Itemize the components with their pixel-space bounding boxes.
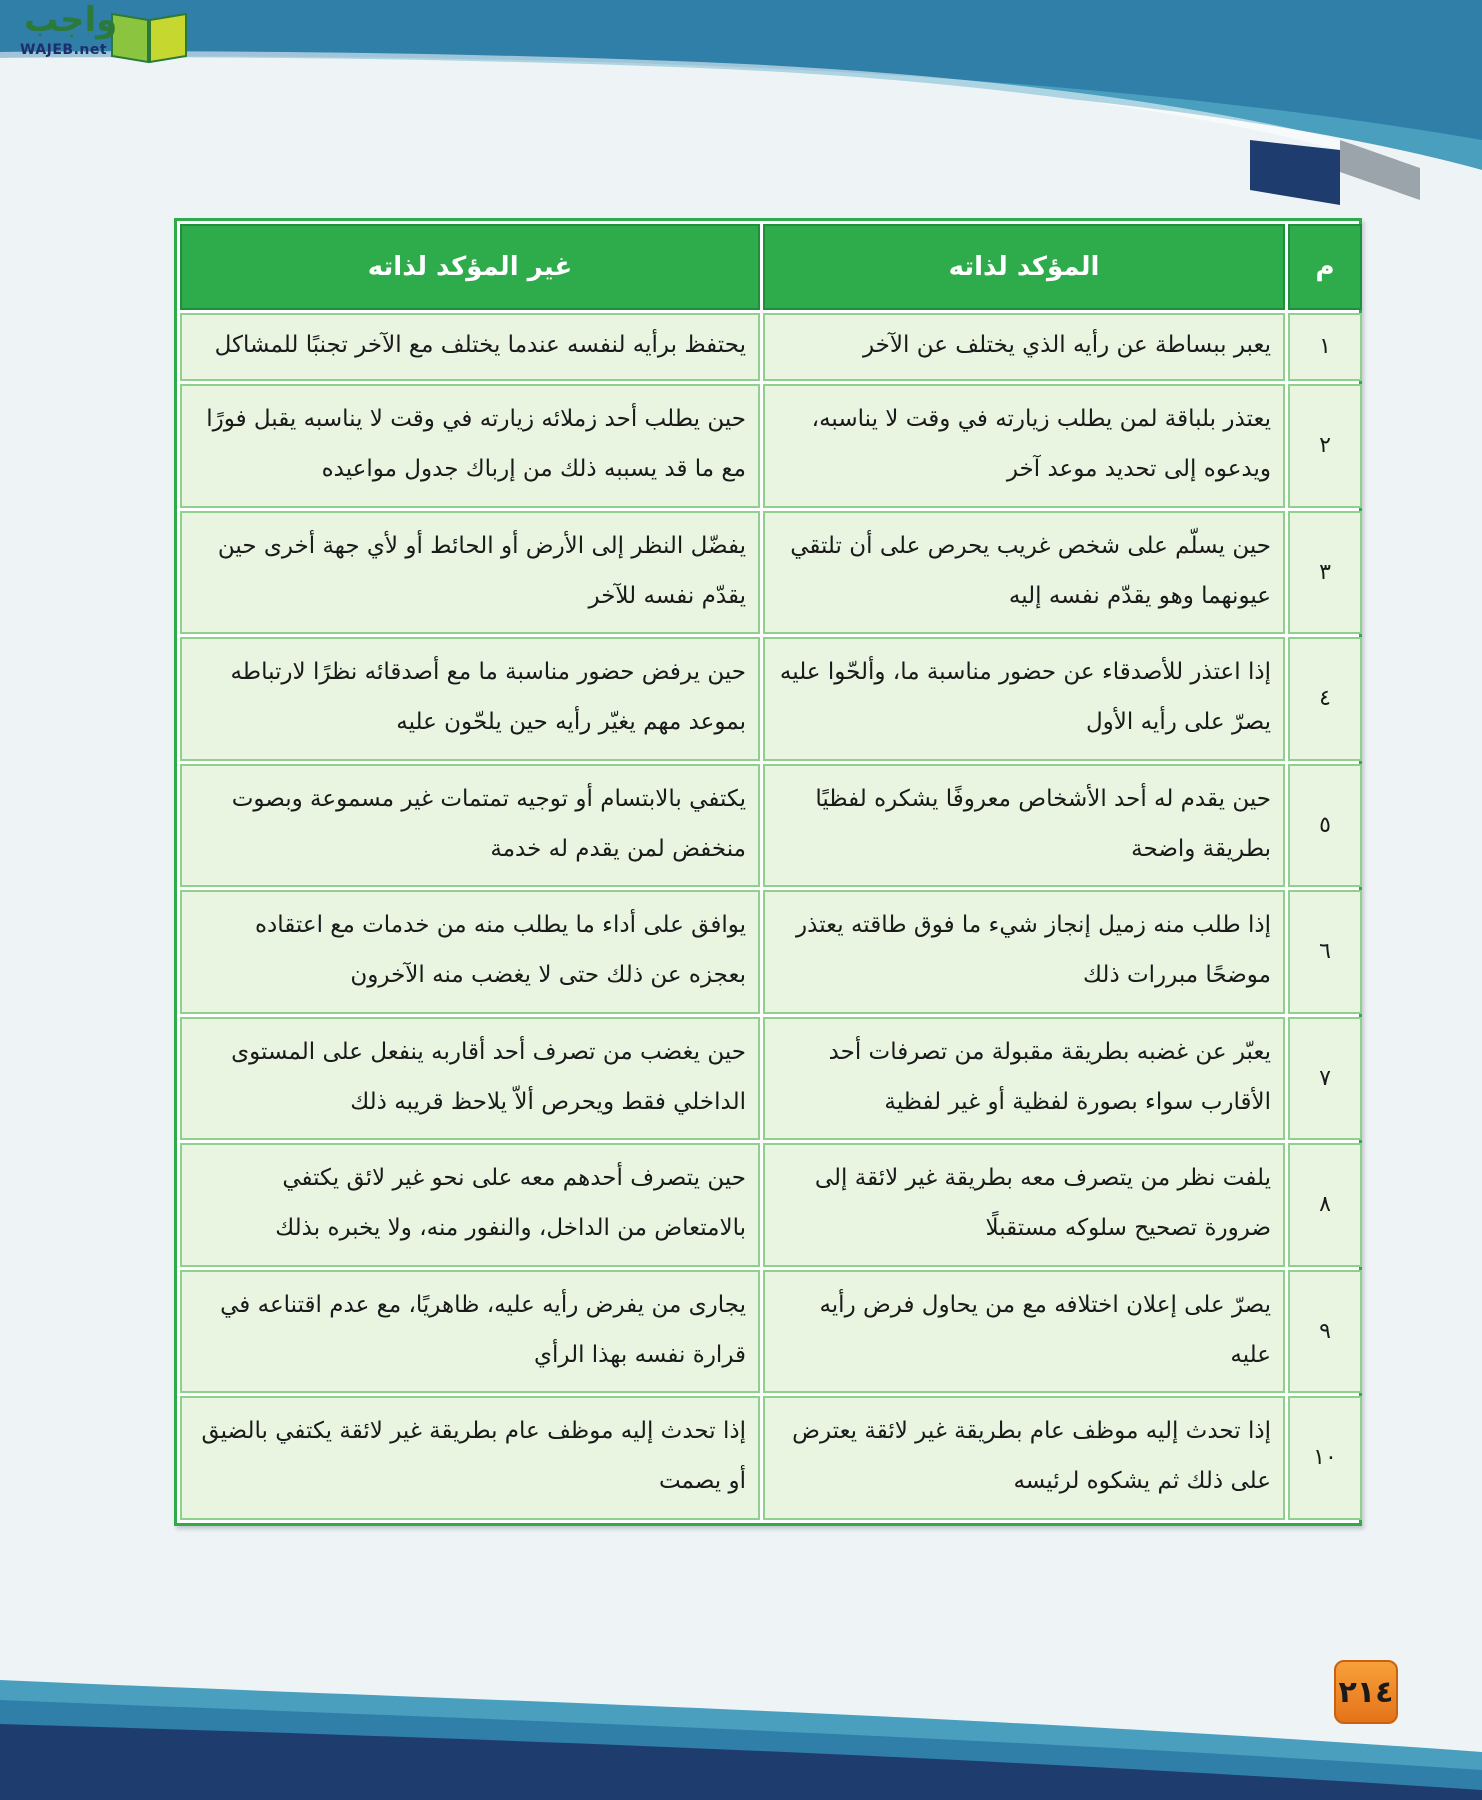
row-number: ٤	[1288, 637, 1362, 761]
header-non-assertive: غير المؤكد لذاته	[180, 224, 760, 310]
table-row	[180, 764, 1362, 888]
row-number: ٩	[1288, 1270, 1362, 1394]
non-assertive-cell: حين يطلب أحد زملائه زيارته في وقت لا يناسبه يقبل فورًا مع ما قد يسببه ذلك من إرباك جدول مواعيده	[180, 384, 760, 508]
row-number: ١٠	[1288, 1396, 1362, 1520]
assertive-cell: إذا طلب منه زميل إنجاز شيء ما فوق طاقته يعتذر موضحًا مبررات ذلك	[763, 890, 1285, 1014]
assertive-cell: حين يقدم له أحد الأشخاص معروفًا يشكره لفظيًا بطريقة واضحة	[763, 764, 1285, 888]
table-row	[180, 1143, 1362, 1267]
header-number: م	[1288, 224, 1362, 310]
table-row	[180, 313, 1362, 381]
non-assertive-cell: يحتفظ برأيه لنفسه عندما يختلف مع الآخر تجنبًا للمشاكل	[180, 313, 760, 381]
page-number-badge: ٢١٤	[1334, 1660, 1398, 1724]
table-row	[180, 511, 1362, 635]
row-number: ١	[1288, 313, 1362, 381]
non-assertive-cell: حين يرفض حضور مناسبة ما مع أصدقائه نظرًا لارتباطه بموعد مهم يغيّر رأيه حين يلحّون عليه	[180, 637, 760, 761]
non-assertive-cell: يجارى من يفرض رأيه عليه، ظاهريًا، مع عدم اقتناعه في قرارة نفسه بهذا الرأي	[180, 1270, 760, 1394]
table-header-row	[180, 224, 1362, 310]
logo-latin-text: WAJEB.net	[20, 42, 108, 58]
table-row	[180, 890, 1362, 1014]
non-assertive-cell: إذا تحدث إليه موظف عام بطريقة غير لائقة يكتفي بالضيق أو يصمت	[180, 1396, 760, 1520]
row-number: ٢	[1288, 384, 1362, 508]
assertive-cell: يعبّر عن غضبه بطريقة مقبولة من تصرفات أحد الأقارب سواء بصورة لفظية أو غير لفظية	[763, 1017, 1285, 1141]
table-row	[180, 1396, 1362, 1520]
footer-decor-band	[0, 1640, 1482, 1800]
non-assertive-cell: يكتفي بالابتسام أو توجيه تمتمات غير مسموعة وبصوت منخفض لمن يقدم له خدمة	[180, 764, 760, 888]
non-assertive-cell: حين يغضب من تصرف أحد أقاربه ينفعل على المستوى الداخلي فقط ويحرص ألاّ يلاحظ قريبه ذلك	[180, 1017, 760, 1141]
table-row	[180, 637, 1362, 761]
assertive-cell: إذا اعتذر للأصدقاء عن حضور مناسبة ما، وألحّوا عليه يصرّ على رأيه الأول	[763, 637, 1285, 761]
row-number: ٥	[1288, 764, 1362, 888]
wajeb-logo	[8, 0, 188, 72]
non-assertive-cell: حين يتصرف أحدهم معه على نحو غير لائق يكتفي بالامتعاض من الداخل، والنفور منه، ولا يخبره بذلك	[180, 1143, 760, 1267]
row-number: ٨	[1288, 1143, 1362, 1267]
open-book-icon	[108, 4, 190, 64]
assertive-cell: يصرّ على إعلان اختلافه مع من يحاول فرض رأيه عليه	[763, 1270, 1285, 1394]
table-row	[180, 1270, 1362, 1394]
table-row	[180, 384, 1362, 508]
assertive-cell: إذا تحدث إليه موظف عام بطريقة غير لائقة يعترض على ذلك ثم يشكوه لرئيسه	[763, 1396, 1285, 1520]
assertive-cell: حين يسلّم على شخص غريب يحرص على أن تلتقي عيونهما وهو يقدّم نفسه إليه	[763, 511, 1285, 635]
logo-arabic-text: واجب	[24, 0, 118, 40]
assertive-cell: يعتذر بلباقة لمن يطلب زيارته في وقت لا يناسبه، ويدعوه إلى تحديد موعد آخر	[763, 384, 1285, 508]
row-number: ٣	[1288, 511, 1362, 635]
header-assertive: المؤكد لذاته	[763, 224, 1285, 310]
row-number: ٧	[1288, 1017, 1362, 1141]
table-row	[180, 1017, 1362, 1141]
assertive-cell: يعبر ببساطة عن رأيه الذي يختلف عن الآخر	[763, 313, 1285, 381]
row-number: ٦	[1288, 890, 1362, 1014]
comparison-table	[174, 218, 1362, 1526]
assertive-cell: يلفت نظر من يتصرف معه بطريقة غير لائقة إلى ضرورة تصحيح سلوكه مستقبلًا	[763, 1143, 1285, 1267]
non-assertive-cell: يفضّل النظر إلى الأرض أو الحائط أو لأي جهة أخرى حين يقدّم نفسه للآخر	[180, 511, 760, 635]
non-assertive-cell: يوافق على أداء ما يطلب منه من خدمات مع اعتقاده بعجزه عن ذلك حتى لا يغضب منه الآخرون	[180, 890, 760, 1014]
